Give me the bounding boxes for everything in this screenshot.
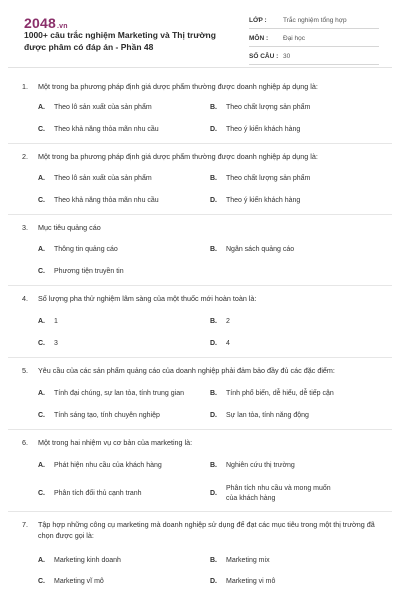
option-a[interactable] <box>38 461 188 471</box>
option-d[interactable] <box>210 577 360 587</box>
option-text: Marketing kinh doanh <box>54 557 121 564</box>
option-a[interactable] <box>38 174 188 184</box>
option-text: Theo chất lượng sản phẩm <box>226 175 311 182</box>
option-letter: D. <box>210 126 217 133</box>
option-b[interactable] <box>210 103 360 113</box>
question-text: Một trong ba phương pháp định giá dược phẩm thường được doanh nghiệp áp dụng là: <box>38 152 318 161</box>
option-text: 4 <box>226 340 230 347</box>
option-letter: A. <box>38 390 45 397</box>
option-d[interactable] <box>210 125 360 135</box>
option-text: Thông tin quảng cáo <box>54 246 118 253</box>
option-letter: D. <box>210 197 217 204</box>
option-letter: B. <box>210 175 217 182</box>
option-c[interactable] <box>38 577 188 587</box>
option-letter: C. <box>38 490 45 497</box>
option-text: Ngân sách quảng cáo <box>226 246 295 253</box>
question-divider <box>8 511 392 512</box>
option-letter: A. <box>38 462 45 469</box>
question-number: 5. <box>22 366 28 375</box>
option-letter: B. <box>210 390 217 397</box>
question-divider <box>8 143 392 144</box>
option-a[interactable] <box>38 103 188 113</box>
meta-value: 30 <box>283 53 291 60</box>
option-letter: A. <box>38 318 45 325</box>
option-text: Phương tiện truyền tin <box>54 268 124 275</box>
option-d[interactable] <box>210 484 340 504</box>
question-5 <box>0 365 400 376</box>
option-c[interactable] <box>38 339 188 349</box>
logo-suffix: .vn <box>56 23 68 30</box>
option-letter: C. <box>38 197 45 204</box>
option-c[interactable] <box>38 125 188 135</box>
meta-value: Đại học <box>283 35 306 42</box>
question-number: 3. <box>22 223 28 232</box>
option-b[interactable] <box>210 317 360 327</box>
option-text: Theo ý kiến khách hàng <box>226 197 301 204</box>
question-number: 7. <box>22 520 28 529</box>
site-logo[interactable] <box>24 15 68 31</box>
option-text: Theo khả năng thỏa mãn nhu cầu <box>54 126 159 133</box>
option-b[interactable] <box>210 556 360 566</box>
meta-key: SỐ CÂU : <box>249 53 279 60</box>
question-2 <box>0 151 400 162</box>
question-text: Một trong ba phương pháp định giá dược phẩm thường được doanh nghiệp áp dụng là: <box>38 82 318 91</box>
option-b[interactable] <box>210 245 360 255</box>
question-number: 1. <box>22 82 28 91</box>
option-letter: D. <box>210 412 217 419</box>
option-text: Phân tích đối thủ cạnh tranh <box>54 490 142 497</box>
question-number: 2. <box>22 152 28 161</box>
option-letter: B. <box>210 318 217 325</box>
option-letter: B. <box>210 557 217 564</box>
document-title: 1000+ câu trắc nghiệm Marketing và Thị trường được phâm có đáp án - Phần 48 <box>24 30 216 52</box>
question-text: Tập hợp những công cụ marketing mà doanh nghiệp sử dụng để đạt các mục tiêu trong một thị trường đã chọn được gọi là: <box>38 520 375 540</box>
option-b[interactable] <box>210 174 360 184</box>
option-text: Theo lô sản xuất của sản phẩm <box>54 175 152 182</box>
question-header <box>0 222 400 233</box>
meta-key: MÔN : <box>249 35 269 42</box>
option-text: Marketing mix <box>226 557 270 564</box>
document-meta <box>249 13 379 65</box>
option-text: Tính đại chúng, sự lan tỏa, tính trung gian <box>54 390 184 397</box>
option-c[interactable] <box>38 411 188 421</box>
question-header <box>0 519 400 541</box>
option-letter: D. <box>210 578 217 585</box>
question-text: Mục tiêu quảng cáo <box>38 223 101 232</box>
question-divider <box>8 285 392 286</box>
option-letter: C. <box>38 578 45 585</box>
question-header <box>0 437 400 448</box>
question-divider <box>8 214 392 215</box>
option-letter: C. <box>38 268 45 275</box>
option-text: Theo lô sản xuất của sản phẩm <box>54 104 152 111</box>
option-text: Sự lan tỏa, tính năng động <box>226 412 309 419</box>
question-text: Một trong hai nhiệm vụ cơ bản của marketing là: <box>38 438 193 447</box>
option-letter: A. <box>38 557 45 564</box>
option-text: 1 <box>54 318 58 325</box>
option-a[interactable] <box>38 317 188 327</box>
question-header <box>0 365 400 376</box>
question-header <box>0 81 400 92</box>
logo-main: 2048 <box>24 15 56 31</box>
question-6 <box>0 437 400 448</box>
option-letter: A. <box>38 104 45 111</box>
question-text: Số lượng pha thử nghiệm lâm sàng của một thuốc mới hoàn toàn là: <box>38 294 257 303</box>
option-letter: C. <box>38 126 45 133</box>
question-7 <box>0 519 400 541</box>
meta-value: Trắc nghiệm tổng hợp <box>283 17 347 24</box>
question-4 <box>0 293 400 304</box>
option-c[interactable] <box>38 489 188 499</box>
question-divider <box>8 429 392 430</box>
question-1 <box>0 81 400 92</box>
option-a[interactable] <box>38 245 188 255</box>
option-text: Theo ý kiến khách hàng <box>226 126 301 133</box>
question-divider <box>8 357 392 358</box>
option-c[interactable] <box>38 267 188 277</box>
option-letter: B. <box>210 246 217 253</box>
option-text: Marketing vĩ mô <box>54 578 104 585</box>
option-d[interactable] <box>210 196 360 206</box>
option-b[interactable] <box>210 389 360 399</box>
option-c[interactable] <box>38 196 188 206</box>
option-letter: B. <box>210 104 217 111</box>
option-d[interactable] <box>210 339 360 349</box>
option-text: Nghiên cứu thị trường <box>226 462 295 469</box>
option-letter: A. <box>38 246 45 253</box>
option-a[interactable] <box>38 556 188 566</box>
document-header <box>0 0 400 70</box>
option-text: Phát hiện nhu cầu của khách hàng <box>54 462 162 469</box>
option-letter: C. <box>38 412 45 419</box>
meta-row-class <box>249 13 379 29</box>
option-a[interactable] <box>38 389 188 399</box>
option-text: Theo khả năng thỏa mãn nhu cầu <box>54 197 159 204</box>
question-3 <box>0 222 400 233</box>
option-letter: B. <box>210 462 217 469</box>
option-letter: D. <box>210 340 217 347</box>
option-text: Tính phổ biến, dễ hiểu, dễ tiếp cận <box>226 390 334 397</box>
option-text: Theo chất lượng sản phẩm <box>226 104 311 111</box>
meta-key: LỚP : <box>249 17 267 24</box>
meta-row-subject <box>249 31 379 47</box>
option-text: 2 <box>226 318 230 325</box>
question-text: Yêu cầu của các sản phẩm quảng cáo của doanh nghiệp phải đảm bảo đầy đủ các đặc điểm: <box>38 366 335 375</box>
question-header <box>0 293 400 304</box>
option-d[interactable] <box>210 411 360 421</box>
meta-row-count <box>249 49 379 65</box>
option-letter: A. <box>38 175 45 182</box>
option-text: Marketing vi mô <box>226 578 276 585</box>
option-text: Tính sáng tạo, tính chuyên nghiệp <box>54 412 160 419</box>
question-number: 6. <box>22 438 28 447</box>
question-header <box>0 151 400 162</box>
option-letter: C. <box>38 340 45 347</box>
header-divider <box>8 67 392 68</box>
question-number: 4. <box>22 294 28 303</box>
option-letter: D. <box>210 490 217 497</box>
option-text: 3 <box>54 340 58 347</box>
option-b[interactable] <box>210 461 360 471</box>
option-text: Phân tích nhu cầu và mong muốn của khách hàng <box>226 485 331 502</box>
